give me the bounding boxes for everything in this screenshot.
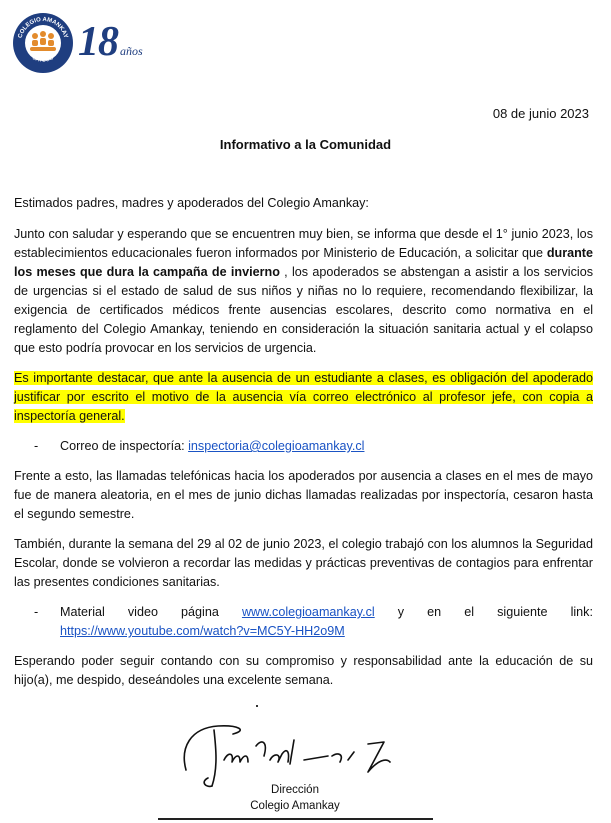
bullet-material-middle: y en el siguiente link:: [374, 605, 597, 619]
inspectoria-email-link[interactable]: inspectoria@colegioamankay.cl: [188, 439, 365, 453]
bullet-email-label: Correo de inspectoría:: [60, 439, 189, 453]
people-emblem-icon: [30, 31, 56, 51]
signature-org: Colegio Amankay: [250, 800, 340, 812]
anniversary-word: años: [120, 44, 143, 58]
bullet-material: [34, 603, 597, 641]
letter-title: Informativo a la Comunidad: [219, 137, 392, 152]
ink-dot: [256, 705, 258, 707]
paragraph-campaign-text-1: Junto con saludar y esperando que se encuentren muy bien, se informa que desde el 1° junio 2023, los establecimientos educacionales fueron informados por Ministerio de Educación, a solicitar que: [14, 227, 593, 260]
paragraph-safety: También, durante la semana del 29 al 02 de junio 2023, el colegio trabajó con los alumnos la Seguridad Escolar, donde se volvieron a recordar las medidas y prácticas preventivas de contagios para enfrentar las presentes condiciones sanitarias.: [14, 537, 593, 589]
anniversary-mark: [78, 18, 141, 66]
highlighted-text: Es importante destacar, que ante la ausencia de un estudiante a clases, es obligación del apoderado justificar por escrito el motivo de la ausencia vía correo electrónico al profesor jefe, con copia a inspectoría general.: [14, 371, 593, 423]
school-logo: [12, 12, 74, 74]
paragraph-campaign-bold: durante los meses que dura la campaña de invierno: [14, 246, 593, 279]
signature-role: Dirección: [271, 784, 319, 796]
logo-ring-text: COLEGIO AMANKAY: [17, 16, 69, 39]
signature-block: [240, 782, 350, 814]
paragraph-closing: Esperando poder seguir contando con su compromiso y responsabilidad ante la educación de su hijo(a), me despido, deseándoles una excelente semana.: [14, 654, 593, 687]
bullet-material-text: [60, 603, 597, 641]
bullet-email: [34, 437, 593, 456]
bullet-dash: -: [34, 605, 39, 619]
paragraph-campaign-text-2: , los apoderados se abstengan a asistir a los servicios de urgencias si el estado de salud de sus niños y niñas no lo requiere, recomendando flexibilizar, la exigencia de certificados médicos frente ausencias escolares, descrito como normativa en el reglamento del Colegio Amankay, teniendo en consideración la situación sanitaria actual y el colapso que esto podría provocar en los servicios de urgencia.: [14, 265, 593, 355]
paragraph-calls: Frente a esto, las llamadas telefónicas hacia los apoderados por ausencia a clases en el mes de mayo fue de manera aleatoria, en el mes de junio dichas llamadas realizadas por inspectoría, cesaron hasta el segundo semestre.: [14, 469, 593, 521]
paragraph-highlight: [14, 369, 593, 426]
letter-date: 08 de junio 2023: [492, 106, 589, 121]
paragraph-campaign: [14, 225, 593, 358]
bullet-material-label: Material video página: [60, 605, 242, 619]
bullet-dash: -: [34, 439, 39, 453]
website-link[interactable]: www.colegioamankay.cl: [241, 605, 375, 619]
footer-rule: [158, 818, 433, 820]
bullet-email-text: [60, 437, 593, 456]
letter-body: [14, 194, 597, 701]
logo-bottom-text: BATUCO: [31, 55, 55, 64]
youtube-video-link[interactable]: https://www.youtube.com/watch?v=MC5Y-HH2o9M: [60, 624, 345, 638]
greeting: Estimados padres, madres y apoderados del Colegio Amankay:: [14, 196, 369, 210]
anniversary-number: 18: [78, 19, 118, 65]
